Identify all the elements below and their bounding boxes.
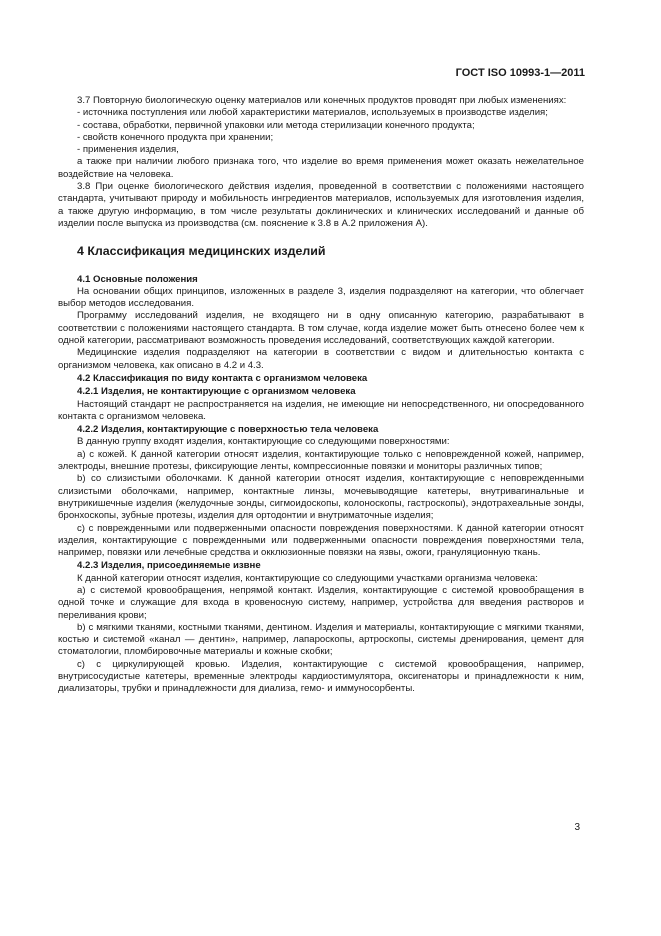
list-item: - состава, обработки, первичной упаковки или метода стерилизации конечного продукта; [77, 119, 475, 131]
paragraph: Медицинские изделия подразделяют на категории в соответствии с видом и длительностью контакта с организмом человека, как описано в 4.2 и 4.3. [58, 347, 584, 371]
list-item: - применения изделия, [77, 144, 179, 156]
list-item: - свойств конечного продукта при хранении; [77, 131, 274, 143]
subsection-title-4-2-3: 4.2.3 Изделия, присоединяемые извне [77, 560, 261, 572]
page-content [58, 95, 584, 696]
paragraph-3-8: 3.8 При оценке биологического действия изделия, проведенной в соответствии с положениями настоящего стандарта, учитывают природу и мобильность ингредиентов материалов, используемых для изготовления изделия, а также другую информацию, в том числе результаты доклинических и клинических исследований и данные об изделии после выпуска из производства (см. пояснение к 3.8 в А.2 приложения А). [58, 181, 584, 229]
list-item: c) с поврежденными или подверженными опасности повреждения поверхностями. К данной категории относят изделия, контактирующие с поврежденными или подверженными опасности повреждения поверхностями тела, например, повязки или лечебные средства и окклюзионные повязки на язвы, ожоги, грануляционную ткань. [58, 522, 584, 559]
list-item: b) с мягкими тканями, костными тканями, дентином. Изделия и материалы, контактирующие с мягкими тканями, костью и системой «канал — дентин», например, лапароскопы, артроскопы, системы дренирования, цемент для стоматологии, пломбировочные материалы и кожные скобки; [58, 621, 584, 658]
list-item: b) со слизистыми оболочками. К данной категории относят изделия, контактирующие с неповрежденными слизистыми оболочками, например, контактные линзы, мочевыводящие катетеры, внутривагинальные и внутрикишечные изделия (желудочные зонды, сигмоидоскопы, колоноскопы, гастроскопы), эндотрахеальные зонды, бронхоскопы, зубные протезы, изделия для ортодонтии и внутриматочные изделия; [58, 473, 584, 522]
list-item: а) с кожей. К данной категории относят изделия, контактирующие только с неповрежденной кожей, например, электроды, внешние протезы, фиксирующие ленты, компрессионные повязки и мониторы различных типов; [58, 448, 584, 473]
page-number: 3 [574, 822, 580, 833]
paragraph: В данную группу входят изделия, контактирующие со следующими поверхностями: [77, 436, 450, 448]
document-header: ГОСТ ISO 10993-1—2011 [455, 67, 585, 79]
paragraph: Настоящий стандарт не распространяется на изделия, не имеющие ни непосредственного, ни опосредованного контакта с организмом человека. [58, 398, 584, 422]
list-item: а) с системой кровообращения, непрямой контакт. Изделия, контактирующие с системой кровообращения в одной точке и служащие для входа в кровеносную систему, например, устройства для введения растворов и переливания крови; [58, 584, 584, 621]
paragraph: Программу исследований изделия, не входящего ни в одну описанную категорию, разрабатывают в соответствии с положениями настоящего стандарта. В том случае, когда изделие может быть отнесено более чем к одной категории, рассматривают возможность проведения исследований, соответствующих каждой категории. [58, 310, 584, 347]
paragraph: а также при наличии любого признака того, что изделие во время применения может оказать нежелательное воздействие на человека. [58, 156, 584, 180]
subsection-title-4-1: 4.1 Основные положения [77, 273, 198, 285]
subsection-title-4-2: 4.2 Классификация по виду контакта с организмом человека [77, 372, 368, 384]
paragraph: К данной категории относят изделия, контактирующие со следующими участками организма человека: [77, 572, 538, 584]
subsection-title-4-2-1: 4.2.1 Изделия, не контактирующие с организмом человека [77, 386, 356, 398]
subsection-title-4-2-2: 4.2.2 Изделия, контактирующие с поверхностью тела человека [77, 424, 379, 436]
list-item: - источника поступления или любой характеристики материалов, используемых в производстве изделия; [77, 107, 548, 119]
paragraph: На основании общих принципов, изложенных в разделе 3, изделия подразделяют на категории, что облегчает выбор методов исследования. [58, 285, 584, 310]
list-item: c) с циркулирующей кровью. Изделия, контактирующие с системой кровообращения, например, внутрисосудистые катетеры, временные электроды кардиостимулятора, оксигенаторы и принадлежности к ним, диализаторы, трубки и принадлежности для диализа, гемо- и иммуносорбенты. [58, 658, 584, 695]
section-title-4: 4 Классификация медицинских изделий [77, 244, 326, 259]
paragraph-3-7: 3.7 Повторную биологическую оценку материалов или конечных продуктов проводят при любых изменениях: [77, 95, 567, 106]
